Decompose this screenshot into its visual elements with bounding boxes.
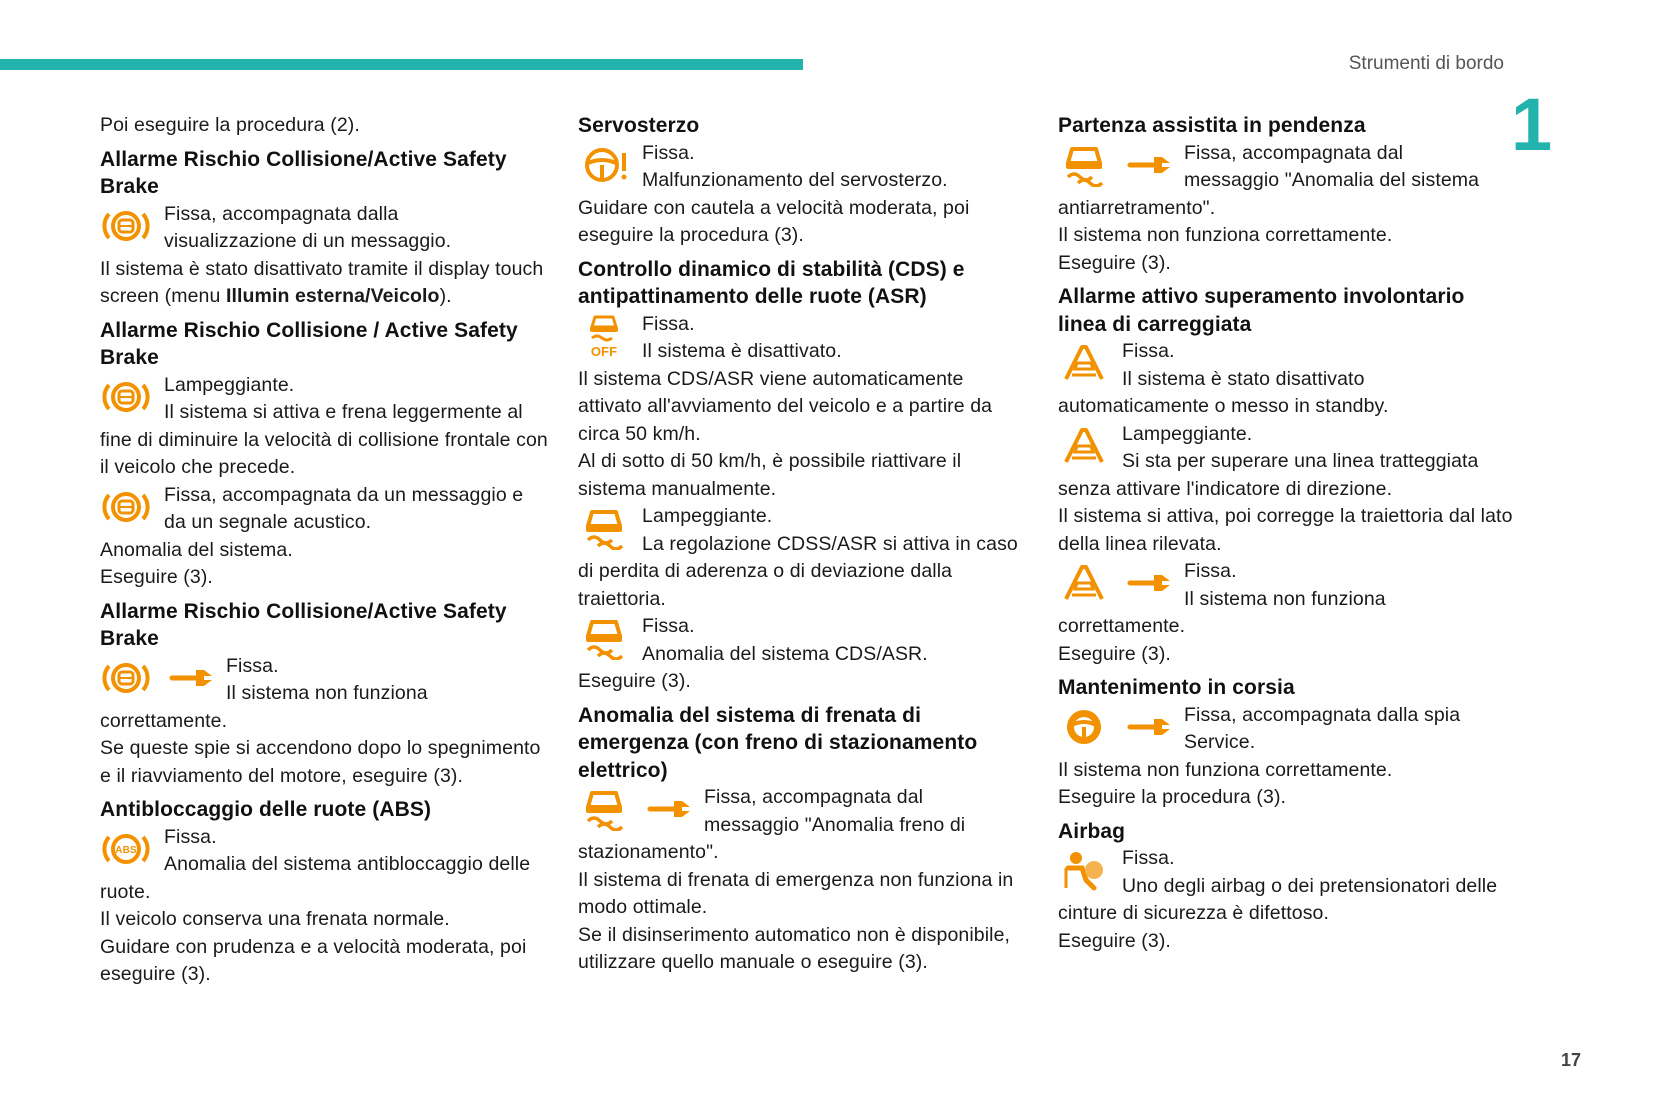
heading-collision-alert-1: Allarme Rischio Collisione/Active Safety Brake [100,147,507,198]
heading-hill-start: Partenza assistita in pendenza [1058,114,1366,137]
intro-text: Poi eseguire la procedura (2). [100,114,360,136]
warning-entry: Lampeggiante. La regolazione CDSS/ASR si attiva in caso di perdita di aderenza o di deviazione dalla traiettoria. [578,505,1018,610]
warning-entry: Fissa, accompagnata dal messaggio "Anomalia freno di stazionamento". [578,786,966,863]
abs-icon [100,827,152,871]
power-steering-icon [578,143,630,187]
collision-brake-icon [100,485,152,529]
column-2: Servosterzo Fissa. Malfunzionamento del servosterzo. Guidare con cautela a velocità moderata, poi eseguire la procedura (3). Controllo dinamico di stabilità (CDS) e antipattinamento delle ruote (ASR) Fissa. Il sistema è disattivato. Il sistema CDS/ASR viene automaticamente attivato all'avviamento del veicolo e a partire da circa 50 km/h. Al di sotto di 50 km/h, è possibile riattivare il sistema manualmente. Lampeggiante. La regolazione CDSS/ASR si attiva in caso di perdita di aderenza o di deviazione dalla traiettoria. Fissa. Anomalia del sistema CDS/ASR. Eseguire (3). Anomalia del sistema di frenata di emergenza (con freno di stazionamento elettrico) Fissa, accompagnata dal messaggio "Anomalia freno di stazionamento". Il sistema di frenata di emergenza non funziona in modo ottimale. Se il disinserimento automatico non è disponibile, utilizzare quello manuale o eseguire (3). [578,112,1028,977]
warning-entry: Fissa. Uno degli airbag o dei pretensionatori delle cinture di sicurezza è difettoso. [1058,847,1498,924]
wrench-icon [166,656,218,700]
warning-entry: Fissa. Il sistema non funziona correttamente. [100,654,428,732]
lane-keeping-icon [1058,705,1110,749]
esp-off-icon [578,314,630,358]
heading-collision-alert-3: Allarme Rischio Collisione/Active Safety Brake [100,599,507,650]
wrench-icon [1124,705,1176,749]
heading-stability-control: Controllo dinamico di stabilità (CDS) e antipattinamento delle ruote (ASR) [578,257,965,308]
warning-entry: Lampeggiante. Si sta per superare una linea tratteggiata senza attivare l'indicatore di direzione. [1058,422,1479,500]
heading-power-steering: Servosterzo [578,114,700,137]
hill-start-icon [1058,143,1110,187]
warning-entry: Fissa, accompagnata da un messaggio e da un segnale acustico. [100,482,550,537]
warning-entry: Fissa. Il sistema non funziona correttamente. [1058,560,1386,637]
warning-entry: Lampeggiante. Il sistema si attiva e frena leggermente al fine di diminuire la velocità di collisione frontale con il veicolo che precede. [100,373,548,478]
heading-lane-keeping: Mantenimento in corsia [1058,676,1295,699]
section-title: Strumenti di bordo [1348,53,1504,74]
warning-entry: Fissa. Anomalia del sistema antibloccaggio delle ruote. [100,825,531,903]
esp-icon [578,506,630,550]
wrench-icon [1124,143,1176,187]
lane-departure-icon [1058,561,1110,605]
warning-entry: Fissa, accompagnata dalla spia Service. [1058,702,1518,757]
collision-brake-icon [100,375,152,419]
column-3: Partenza assistita in pendenza Fissa, accompagnata dal messaggio "Anomalia del sistema antiarretramento". Il sistema non funziona correttamente. Eseguire (3). Allarme attivo superamento involontario linea di carreggiata Fissa. Il sistema è stato disattivato automaticamente o messo in standby. Lampeggiante. Si sta per superare una linea tratteggiata senza attivare l'indicatore di direzione. Il sistema si attiva, poi corregge la traiettoria dal lato della linea rilevata. Fissa. Il sistema non funziona correttamente. Eseguire (3). Mantenimento in corsia Fissa, accompagnata dalla spia Service. Il sistema non funziona correttamente. Eseguire la procedura (3). Airbag Fissa. Uno degli airbag o dei pretensionatori delle cinture di sicurezza è difettoso. Eseguire (3). [1058,112,1518,955]
page-number: 17 [1561,1050,1582,1070]
airbag-icon [1058,848,1110,892]
column-1: Poi eseguire la procedura (2). Allarme Rischio Collisione/Active Safety Brake Fissa, accompagnata dalla visualizzazione di un messaggio. Il sistema è stato disattivato tramite il display touch screen (menu Illumin esterna/Veicolo). Allarme Rischio Collisione / Active Safety Brake Lampeggiante. Il sistema si attiva e frena leggermente al fine di diminuire la velocità di collisione frontale con il veicolo che precede. Fissa, accompagnata da un messaggio e da un segnale acustico. Anomalia del sistema. Eseguire (3). Allarme Rischio Collisione/Active Safety Brake Fissa. Il sistema non funziona correttamente. Se queste spie si accendono dopo lo spegnimento e il riavviamento del motore, eseguire (3). Antibloccaggio delle ruote (ABS) Fissa. Anomalia del sistema antibloccaggio delle ruote. Il veicolo conserva una frenata normale. Guidare con prudenza e a velocità moderata, poi eseguire (3). [100,112,550,989]
lane-departure-icon [1058,341,1110,385]
warning-entry: Fissa. Malfunzionamento del servosterzo. [578,140,1028,195]
collision-brake-icon [100,656,152,700]
paragraph: Il sistema è stato disattivato tramite il display touch screen (menu Illumin esterna/Veicolo). [100,257,544,307]
chapter-number: 1 [1511,83,1553,166]
warning-entry: Fissa, accompagnata dal messaggio "Anomalia del sistema antiarretramento". [1058,141,1480,219]
warning-entry: Fissa, accompagnata dalla visualizzazione di un messaggio. [100,201,550,256]
wrench-icon [1124,561,1176,605]
heading-emergency-braking: Anomalia del sistema di frenata di emergenza (con freno di stazionamento elettrico) [578,703,978,782]
header-accent-bar [0,59,803,70]
warning-entry: Fissa. Il sistema è disattivato. [578,311,1028,366]
lane-departure-icon [1058,424,1110,468]
heading-collision-alert-2: Allarme Rischio Collisione / Active Safety Brake [100,318,518,369]
warning-entry: Fissa. Il sistema è stato disattivato automaticamente o messo in standby. [1058,340,1389,417]
heading-airbag: Airbag [1058,819,1126,843]
warning-entry: Fissa. Anomalia del sistema CDS/ASR. [578,613,1028,668]
collision-brake-icon [100,204,152,248]
esp-icon [578,616,630,660]
heading-lane-departure: Allarme attivo superamento involontario linea di carreggiata [1058,285,1465,336]
heading-abs: Antibloccaggio delle ruote (ABS) [100,798,432,821]
esp-icon [578,787,630,831]
wrench-icon [644,787,696,831]
